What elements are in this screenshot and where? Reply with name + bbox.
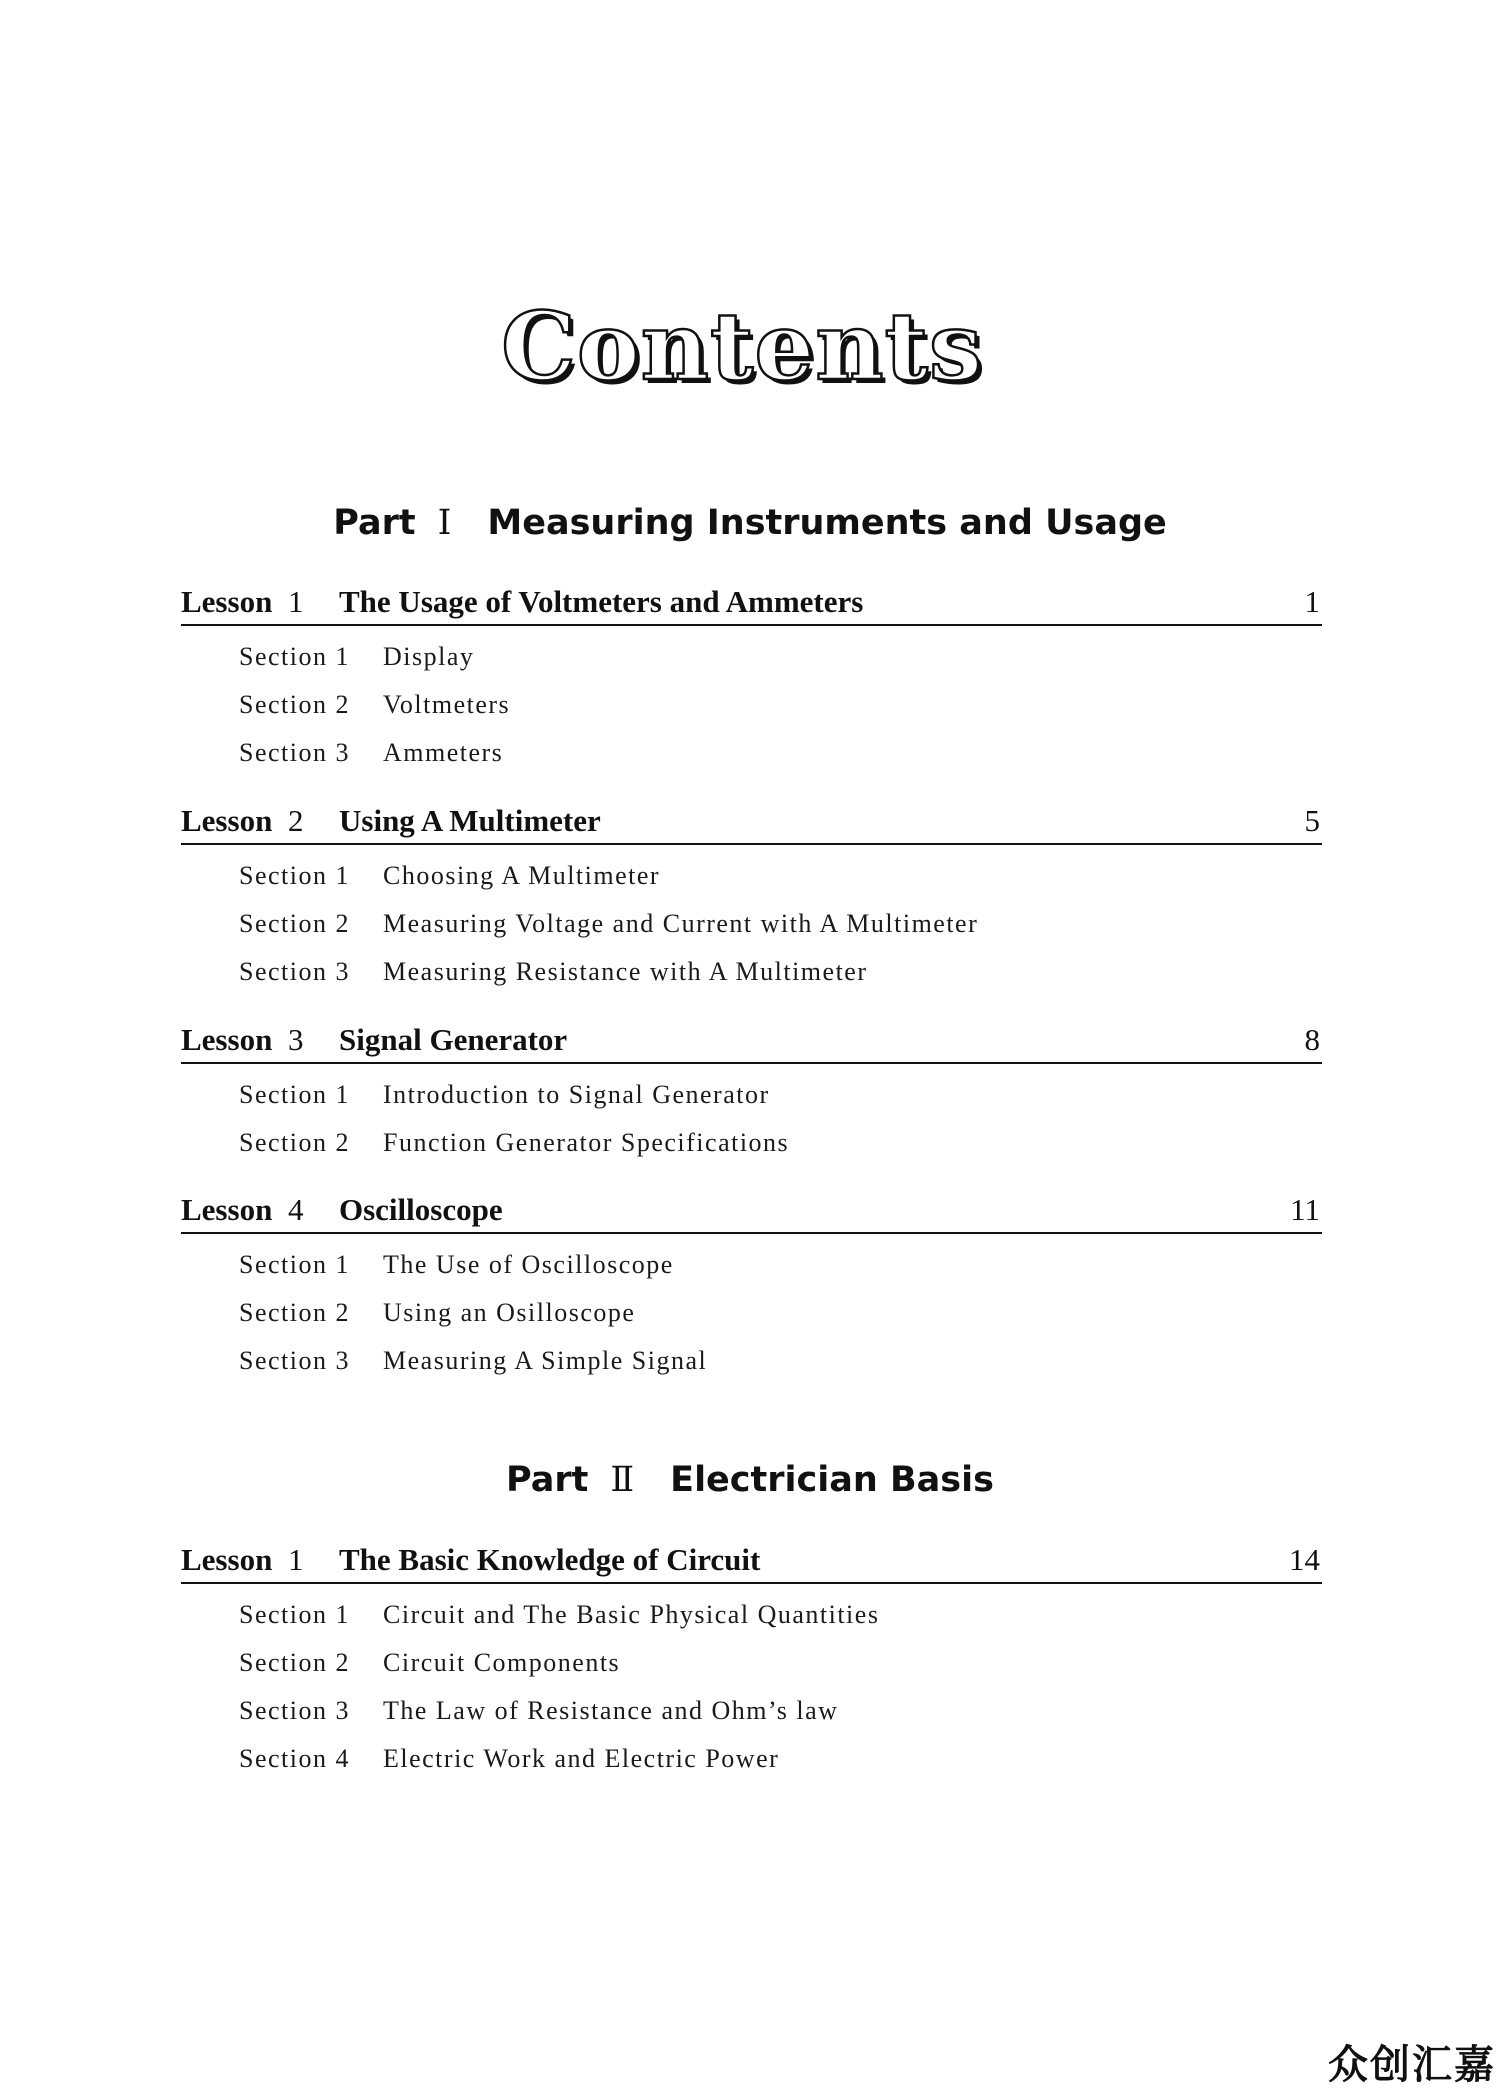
lesson-page-number: 14 xyxy=(1289,1542,1320,1577)
section-title: Display xyxy=(383,642,475,671)
toc-section-entry[interactable] xyxy=(239,738,1239,778)
section-title: Using an Osilloscope xyxy=(383,1298,636,1327)
toc-section-entry[interactable] xyxy=(239,1648,1239,1688)
section-title: Ammeters xyxy=(383,738,504,767)
lesson-number: 2 xyxy=(288,803,304,838)
part-heading xyxy=(0,1460,1500,1500)
toc-section-entry[interactable] xyxy=(239,1298,1239,1338)
section-label: Section 1 xyxy=(239,1250,350,1279)
lesson-title: Signal Generator xyxy=(339,1022,568,1057)
section-title: Introduction to Signal Generator xyxy=(383,1080,770,1109)
toc-section-entry[interactable] xyxy=(239,957,1239,997)
lesson-number: 1 xyxy=(288,584,304,619)
lesson-page-number: 1 xyxy=(1304,584,1320,619)
lesson-number: 3 xyxy=(288,1022,304,1057)
toc-lesson-entry[interactable] xyxy=(181,799,1322,845)
toc-section-entry[interactable] xyxy=(239,642,1239,682)
section-title: The Use of Oscilloscope xyxy=(383,1250,674,1279)
lesson-label: Lesson xyxy=(181,1022,273,1057)
section-label: Section 2 xyxy=(239,690,350,719)
part-numeral: Ⅰ xyxy=(437,503,452,543)
part-label: Part xyxy=(333,503,416,543)
toc-section-entry[interactable] xyxy=(239,1080,1239,1120)
toc-section-entry[interactable] xyxy=(239,1696,1239,1736)
lesson-label: Lesson xyxy=(181,1542,273,1577)
toc-lesson-entry[interactable] xyxy=(181,1188,1322,1234)
lesson-number: 4 xyxy=(288,1192,304,1227)
lesson-title: The Basic Knowledge of Circuit xyxy=(339,1542,761,1577)
lesson-page-number: 8 xyxy=(1304,1022,1320,1057)
toc-lesson-entry[interactable] xyxy=(181,580,1322,626)
section-label: Section 3 xyxy=(239,738,350,767)
section-label: Section 1 xyxy=(239,1600,350,1629)
lesson-title: Oscilloscope xyxy=(339,1192,503,1227)
lesson-page-number: 11 xyxy=(1290,1192,1320,1227)
toc-section-entry[interactable] xyxy=(239,690,1239,730)
section-label: Section 2 xyxy=(239,909,350,938)
section-title: Measuring A Simple Signal xyxy=(383,1346,708,1375)
section-label: Section 3 xyxy=(239,1696,350,1725)
section-label: Section 2 xyxy=(239,1128,350,1157)
lesson-label: Lesson xyxy=(181,584,273,619)
toc-lesson-entry[interactable] xyxy=(181,1538,1322,1584)
lesson-label: Lesson xyxy=(181,803,273,838)
lesson-title: Using A Multimeter xyxy=(339,803,601,838)
toc-section-entry[interactable] xyxy=(239,1128,1239,1168)
page-title: Contents xyxy=(501,292,983,402)
section-label: Section 1 xyxy=(239,861,350,890)
part-numeral: Ⅱ xyxy=(610,1460,635,1500)
lesson-label: Lesson xyxy=(181,1192,273,1227)
toc-lesson-entry[interactable] xyxy=(181,1018,1322,1064)
section-label: Section 1 xyxy=(239,1080,350,1109)
section-label: Section 4 xyxy=(239,1744,350,1773)
part-heading xyxy=(0,503,1500,543)
section-label: Section 2 xyxy=(239,1648,350,1677)
toc-section-entry[interactable] xyxy=(239,1250,1239,1290)
section-title: Function Generator Specifications xyxy=(383,1128,790,1157)
section-title: Circuit and The Basic Physical Quantities xyxy=(383,1600,880,1629)
section-title: Measuring Resistance with A Multimeter xyxy=(383,957,868,986)
section-title: Measuring Voltage and Current with A Multimeter xyxy=(383,909,979,938)
section-title: Voltmeters xyxy=(383,690,511,719)
toc-section-entry[interactable] xyxy=(239,1744,1239,1784)
part-label: Part xyxy=(506,1460,589,1500)
part-title: Measuring Instruments and Usage xyxy=(487,503,1167,543)
section-title: Electric Work and Electric Power xyxy=(383,1744,780,1773)
section-label: Section 1 xyxy=(239,642,350,671)
section-title: The Law of Resistance and Ohm’s law xyxy=(383,1696,839,1725)
part-title: Electrician Basis xyxy=(670,1460,994,1500)
section-title: Circuit Components xyxy=(383,1648,621,1677)
section-label: Section 3 xyxy=(239,1346,350,1375)
lesson-page-number: 5 xyxy=(1304,803,1320,838)
toc-section-entry[interactable] xyxy=(239,861,1239,901)
section-label: Section 3 xyxy=(239,957,350,986)
lesson-title: The Usage of Voltmeters and Ammeters xyxy=(339,584,864,619)
section-label: Section 2 xyxy=(239,1298,350,1327)
lesson-number: 1 xyxy=(288,1542,304,1577)
toc-section-entry[interactable] xyxy=(239,1346,1239,1386)
watermark-logo: 众创汇嘉 xyxy=(1328,2042,1496,2088)
section-title: Choosing A Multimeter xyxy=(383,861,661,890)
toc-section-entry[interactable] xyxy=(239,909,1239,949)
toc-section-entry[interactable] xyxy=(239,1600,1239,1640)
